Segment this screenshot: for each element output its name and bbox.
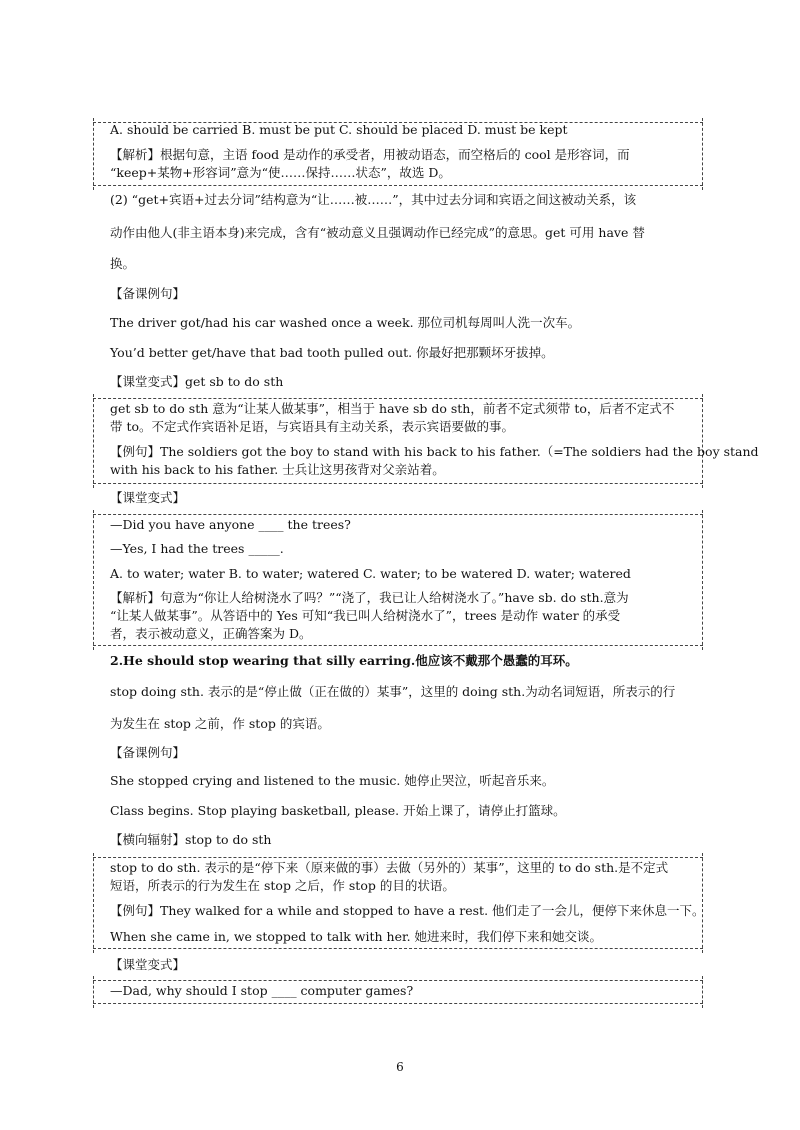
choice-line: A. should be carried B. must be put C. should be placed D. must be kept (110, 122, 568, 137)
note-text: 短语，所表示的行为发生在 stop 之后，作 stop 的目的状语。 (110, 878, 455, 893)
example-sentence: When she came in, we stopped to talk with her. 她进来时，我们停下来和她交谈。 (110, 929, 603, 944)
analysis-line: 【解析】根据句意，主语 food 是动作的承受者，用被动语态，而空格后的 cool 是形容词，而 (110, 147, 630, 162)
body-text: 动作由他人(非主语本身)来完成，含有“被动意义且强调动作已经完成”的意思。get 可用 have 替 (110, 225, 645, 240)
section-label: 【课堂变式】get sb to do sth (110, 374, 284, 389)
note-text: get sb to do sth 意为“让某人做某事”，相当于 have sb do sth，前者不定式须带 to，后者不定式不 (110, 401, 675, 416)
example-sentence: She stopped crying and listened to the music. 她停止哭泣，听起音乐来。 (110, 773, 555, 788)
body-text: 换。 (110, 256, 136, 271)
analysis-line: 【解析】句意为“你让人给树浇水了吗？”“浇了，我已让人给树浇水了。”have sb. do sth.意为 (110, 590, 629, 605)
example-sentence: with his back to his father. 士兵让这男孩背对父亲站着。 (110, 462, 445, 477)
section-label: 【备课例句】 (110, 286, 186, 301)
example-sentence: You’d better get/have that bad tooth pulled out. 你最好把那颗坏牙拔掉。 (110, 345, 554, 360)
body-text: (2) “get+宾语+过去分词”结构意为“让……被……”，其中过去分词和宾语之间这被动关系，该 (110, 192, 637, 207)
section-label: 【课堂变式】 (110, 490, 186, 505)
sentence-heading: 2.He should stop wearing that silly earring.他应该不戴那个愚蠢的耳环。 (110, 653, 578, 668)
exercise-question: —Dad, why should I stop ____ computer games? (110, 983, 414, 998)
note-text: 带 to。不定式作宾语补足语，与宾语具有主动关系，表示宾语要做的事。 (110, 419, 515, 434)
section-label: 【横向辐射】stop to do sth (110, 832, 272, 847)
analysis-line: “keep+某物+形容词”意为“使……保持……状态”，故选 D。 (110, 165, 451, 180)
choice-line: A. to water; water B. to water; watered C. water; to be watered D. water; watered (110, 566, 631, 581)
section-label: 【课堂变式】 (110, 957, 186, 972)
example-sentence: 【例句】The soldiers got the boy to stand with his back to his father.（=The soldiers had the boy stand (110, 444, 759, 459)
body-text: stop doing sth. 表示的是“停止做（正在做的）某事”，这里的 doing sth.为动名词短语，所表示的行 (110, 684, 676, 699)
example-sentence: 【例句】They walked for a while and stopped to have a rest. 他们走了一会儿，便停下来休息一下。 (110, 903, 705, 918)
section-label: 【备课例句】 (110, 745, 186, 760)
exercise-question: —Did you have anyone ____ the trees? (110, 517, 351, 532)
body-text: 为发生在 stop 之前，作 stop 的宾语。 (110, 716, 330, 731)
example-sentence: Class begins. Stop playing basketball, please. 开始上课了，请停止打篮球。 (110, 803, 566, 818)
exercise-answer: —Yes, I had the trees _____. (110, 541, 284, 556)
note-text: stop to do sth. 表示的是“停下来（原来做的事）去做（另外的）某事”，这里的 to do sth.是不定式 (110, 860, 669, 875)
page-number: 6 (396, 1060, 404, 1074)
example-sentence: The driver got/had his car washed once a week. 那位司机每周叫人洗一次车。 (110, 315, 581, 330)
analysis-line: “让某人做某事”。从答语中的 Yes 可知“我已叫人给树浇水了”，trees 是动作 water 的承受 (110, 608, 621, 623)
analysis-line: 者，表示被动意义，正确答案为 D。 (110, 626, 312, 641)
